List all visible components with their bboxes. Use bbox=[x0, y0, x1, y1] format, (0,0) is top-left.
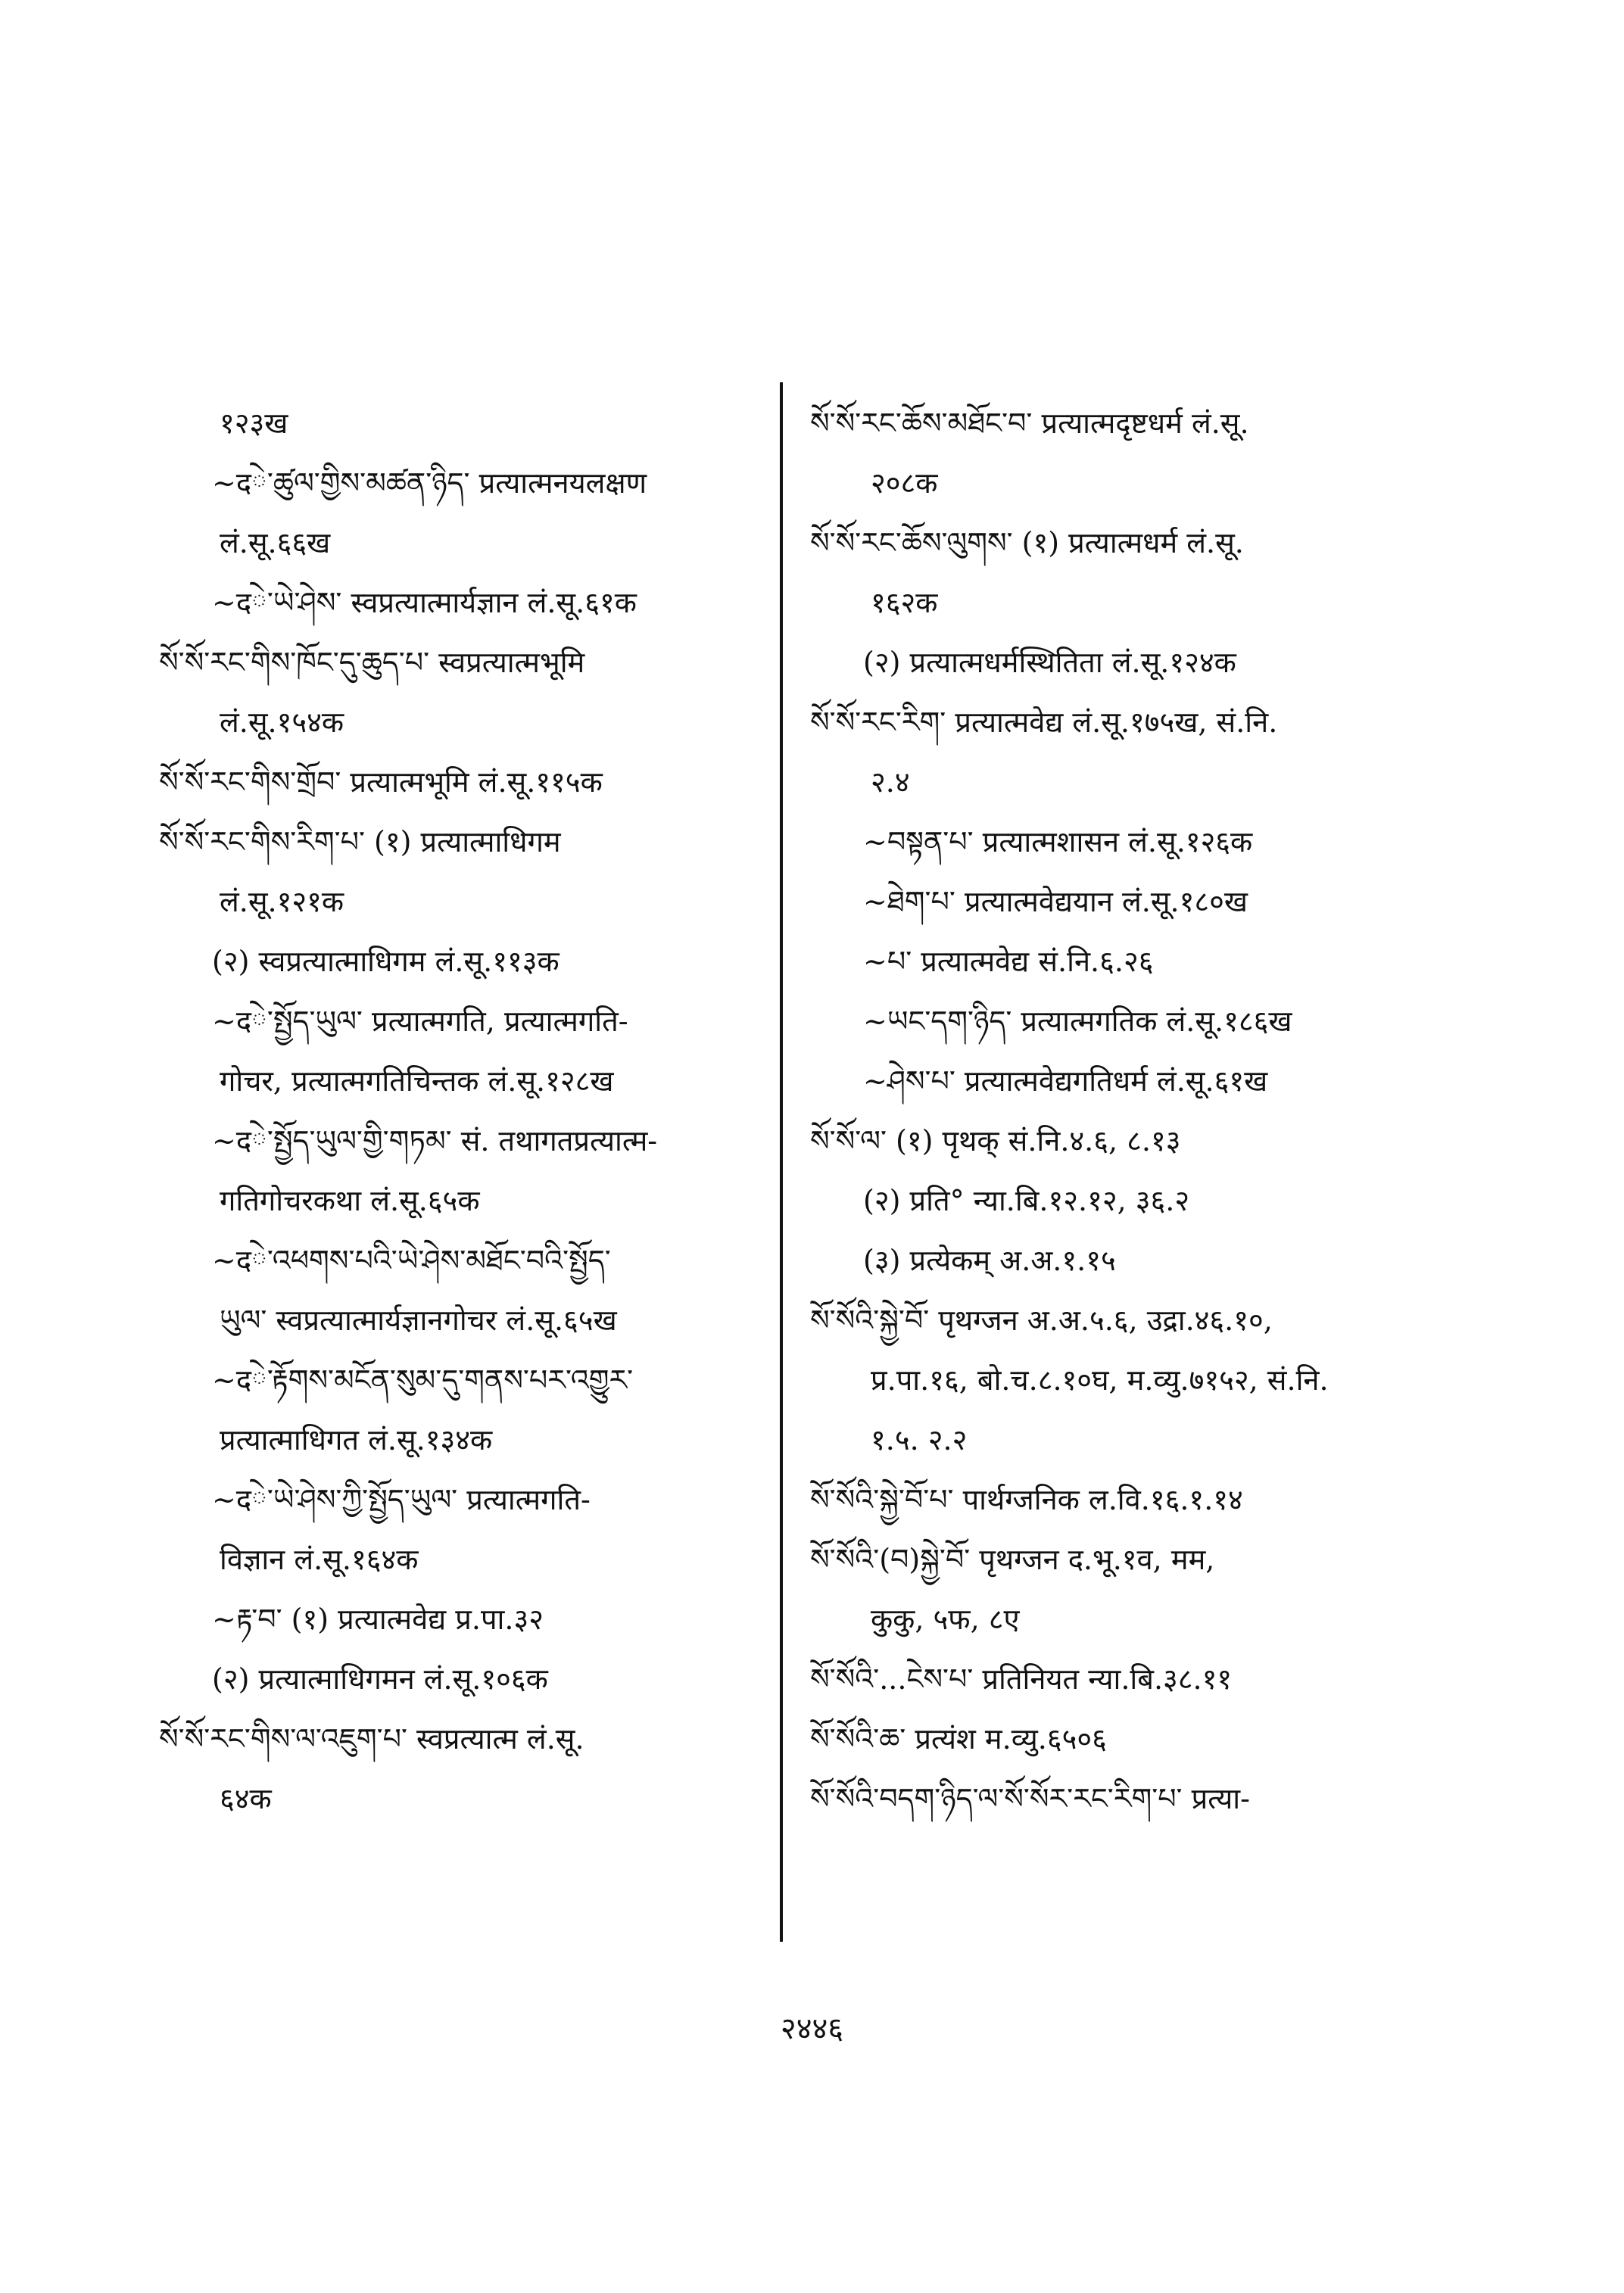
entry-line: ~दེ་འཕགས་པའི་ཡེ་ཤེས་མཐོང་བའི་སྤྱོད་ bbox=[212, 1244, 611, 1277]
entry-line: २.४ bbox=[871, 765, 910, 799]
column-divider bbox=[780, 382, 783, 1942]
entry-line: སོ་སོ་རང་གིས་རིག་པ་ (१) प्रत्यात्माधिगम bbox=[159, 825, 561, 858]
entry-line: ~ཡང་དག་ཉིད་ प्रत्यात्मगतिक लं.सू.१८६ख bbox=[863, 1005, 1292, 1038]
entry-line: २०८क bbox=[871, 466, 938, 500]
entry-line: སོ་སོའི་...ངེས་པ་ प्रतिनियत न्या.बि.३८.११ bbox=[810, 1662, 1233, 1696]
right-column bbox=[810, 394, 1423, 1829]
entry-line: སོ་སོ་ལ་ (१) पृथक् सं.नि.४.६, ८.१३ bbox=[810, 1124, 1181, 1157]
entry-line: སོ་སོའི་སྐྱེ་བོ་ पृथग्जन अ.अ.५.६, उद्रा.४६.१०, bbox=[810, 1304, 1273, 1337]
entry-line: སོ་སོ་རང་ཆོས་ལུགས་ (१) प्रत्यात्मधर्म लं.सू. bbox=[810, 526, 1244, 559]
entry-line: गतिगोचरकथा लं.सू.६५क bbox=[220, 1184, 480, 1217]
entry-line: སོ་སོའི་སྐྱེ་བོ་པ་ पार्थग्जनिक ल.वि.१६.१.१४ bbox=[810, 1483, 1243, 1516]
entry-line: ~दེ་ཡེ་ཤེས་ཀྱི་སྤྱོད་ཡུལ་ प्रत्यात्मगति- bbox=[212, 1483, 591, 1516]
entry-line: ~བསྟན་པ་ प्रत्यात्मशासन लं.सू.१२६क bbox=[863, 825, 1253, 858]
entry-line: ~दེ་ཡེ་ཤེས་ स्वप्रत्यात्मार्यज्ञान लं.सू.६१क bbox=[212, 586, 637, 619]
entry-line: गोचर, प्रत्यात्मगतिचिन्तक लं.सू.१२८ख bbox=[220, 1064, 614, 1098]
entry-line: (२) प्रत्यात्माधिगमन लं.सू.१०६क bbox=[212, 1662, 548, 1696]
entry-line: लं.सू.१५४क bbox=[220, 706, 344, 739]
entry-line: ~པ་ प्रत्यात्मवेद्य सं.नि.६.२६ bbox=[863, 945, 1154, 978]
entry-line: प्रत्यात्माधिगत लं.सू.१३४क bbox=[220, 1423, 493, 1456]
entry-line: कुकु, ५फ, ८ए bbox=[871, 1603, 1020, 1636]
entry-line: ~दེ་ཚུལ་གྱིས་མཚན་ཉིད་ प्रत्यात्मनयलक्षण bbox=[212, 466, 647, 500]
entry-line: ~दེ་རྟོགས་མངོན་སུམ་དུ་གནས་པར་འགྱུར་ bbox=[212, 1363, 634, 1397]
entry-line: སོ་སོའི་(བ)སྐྱེ་བོ་ पृथग्जन द.भू.१व, मम, bbox=[810, 1543, 1215, 1576]
left-column bbox=[159, 394, 765, 1829]
entry-line: སོ་སོ་རང་གིས་ལ་འཇུག་པ་ स्वप्रत्यात्म लं.सू. bbox=[159, 1722, 584, 1756]
entry-line: (२) स्वप्रत्यात्माधिगम लं.सू.११३क bbox=[212, 945, 560, 978]
entry-line: १६२क bbox=[871, 586, 938, 619]
entry-line: སོ་སོ་རང་ཆོས་མཐོང་བ་ प्रत्यात्मदृष्टधर्म लं.सू. bbox=[810, 407, 1249, 440]
entry-line: ~दེ་སྤྱོད་ཡུལ་ प्रत्यात्मगति, प्रत्यात्मगति- bbox=[212, 1005, 628, 1038]
entry-line: ཡུལ་ स्वप्रत्यात्मार्यज्ञानगोचर लं.सू.६५ख bbox=[220, 1304, 617, 1337]
entry-line: སོ་སོའི་ཆ་ प्रत्यंश म.व्यु.६५०६ bbox=[810, 1722, 1107, 1756]
entry-line: लं.सू.६६ख bbox=[220, 526, 331, 559]
entry-line: (३) प्रत्येकम् अ.अ.१.१५ bbox=[863, 1244, 1116, 1277]
entry-line: (२) प्रत्यात्मधर्मस्थितिता लं.सू.१२४क bbox=[863, 646, 1236, 679]
entry-line: १.५. २.२ bbox=[871, 1423, 968, 1456]
entry-line: विज्ञान लं.सू.१६४क bbox=[220, 1543, 419, 1576]
entry-line: སོ་སོ་རང་གིས་གྲོབ་ प्रत्यात्मभूमि लं.सू.११५क bbox=[159, 765, 603, 799]
entry-line: ~दེ་སྤྱོད་ཡུལ་གྱི་གཏམ་ सं. तथागतप्रत्यात्म- bbox=[212, 1124, 658, 1157]
entry-line: སོ་སོའི་བདག་ཉིད་ལ་སོ་སོར་རང་རིག་པ་ प्रत्या- bbox=[810, 1782, 1250, 1815]
entry-line: སོ་སོ་རང་རིག་ प्रत्यात्मवेद्य लं.सू.१७५ख, सं.नि. bbox=[810, 706, 1278, 739]
entry-line: ~ཐེག་པ་ प्रत्यात्मवेद्ययान लं.सू.१८०ख bbox=[863, 885, 1248, 918]
entry-line: ~ཤེས་པ་ प्रत्यात्मवेद्यगतिधर्म लं.सू.६१ख bbox=[863, 1064, 1268, 1098]
entry-line: ६४क bbox=[220, 1782, 272, 1815]
entry-line: १२३ख bbox=[220, 407, 288, 440]
page-number: २४४६ bbox=[780, 2011, 844, 2046]
entry-line: लं.सू.१२१क bbox=[220, 885, 344, 918]
entry-line: སོ་སོ་རང་གིས་ཁོང་དུ་ཆུད་པ་ स्वप्रत्यात्मभूमि bbox=[159, 646, 585, 679]
entry-line: (२) प्रति° न्या.बि.१२.१२, ३६.२ bbox=[863, 1184, 1190, 1217]
entry-line: ~རྟ་བ་ (१) प्रत्यात्मवेद्य प्र.पा.३२ bbox=[212, 1603, 544, 1636]
entry-line: प्र.पा.१६, बो.च.८.१०घ, म.व्यु.७१५२, सं.नि. bbox=[871, 1363, 1329, 1397]
